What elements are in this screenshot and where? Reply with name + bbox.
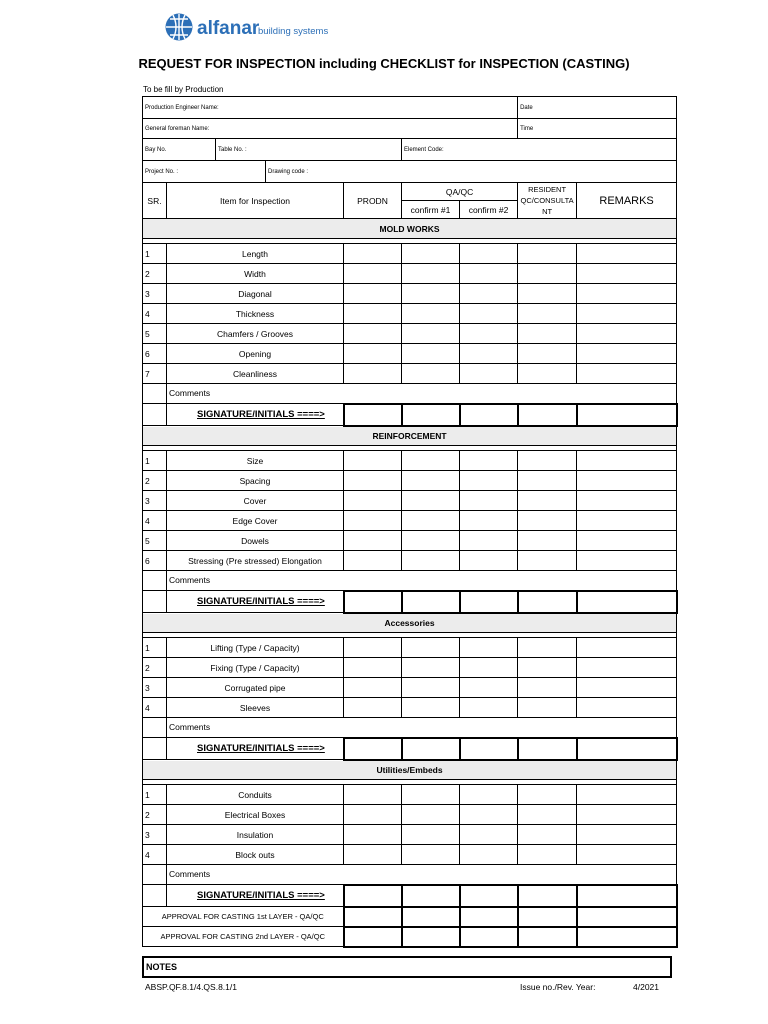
confirm2-cell[interactable] [460, 344, 518, 364]
row-item-label: Stressing (Pre stressed) Elongation [167, 551, 344, 571]
row-item-label: Cover [167, 491, 344, 511]
confirm1-cell[interactable] [402, 471, 460, 491]
table-row [143, 531, 677, 551]
confirm1-cell[interactable] [402, 284, 460, 304]
globe-icon [164, 12, 194, 42]
signature-label: SIGNATURE/INITIALS ====> [167, 885, 344, 907]
prodn-cell[interactable] [344, 451, 402, 471]
confirm1-cell[interactable] [402, 511, 460, 531]
comments-gutter [143, 865, 167, 885]
row-item-label: Thickness [167, 304, 344, 324]
confirm2-cell[interactable] [460, 698, 518, 718]
confirm1-cell[interactable] [402, 491, 460, 511]
prodn-cell[interactable] [344, 344, 402, 364]
approval-layer-2-label: APPROVAL FOR CASTING 2nd LAYER - QA/QC [143, 927, 344, 947]
prodn-cell[interactable] [344, 471, 402, 491]
logo-wordmark: alfanar [197, 18, 260, 39]
remarks-cell[interactable] [577, 825, 677, 845]
prodn-cell[interactable] [344, 531, 402, 551]
section-header-mold: MOLD WORKS [143, 219, 677, 239]
row-item-label: Width [167, 264, 344, 284]
remarks-cell[interactable] [577, 264, 677, 284]
confirm2-cell[interactable] [460, 324, 518, 344]
resident-cell[interactable] [518, 785, 577, 805]
prodn-cell[interactable] [344, 698, 402, 718]
resident-cell[interactable] [518, 825, 577, 845]
row-item-label: Spacing [167, 471, 344, 491]
row-sr: 2 [143, 264, 167, 284]
table-row [143, 551, 677, 571]
table-row [143, 491, 677, 511]
row-sr: 2 [143, 658, 167, 678]
comments-gutter [143, 384, 167, 404]
approval-confirm1-box[interactable] [402, 907, 460, 927]
sig-confirm2-box[interactable] [460, 738, 518, 760]
remarks-cell[interactable] [577, 785, 677, 805]
row-item-label: Conduits [167, 785, 344, 805]
sig-resident-box[interactable] [518, 404, 577, 426]
row-sr: 6 [143, 551, 167, 571]
col-header-confirm1: confirm #1 [402, 201, 460, 219]
approval-resident-box[interactable] [518, 907, 577, 927]
table-row [143, 364, 677, 384]
confirm1-cell[interactable] [402, 698, 460, 718]
row-sr: 4 [143, 845, 167, 865]
remarks-cell[interactable] [577, 678, 677, 698]
approval-remarks-box[interactable] [577, 927, 677, 947]
remarks-cell[interactable] [577, 658, 677, 678]
remarks-cell[interactable] [577, 698, 677, 718]
signature-label: SIGNATURE/INITIALS ====> [167, 404, 344, 426]
remarks-cell[interactable] [577, 531, 677, 551]
sig-prodn-box[interactable] [344, 738, 402, 760]
resident-cell[interactable] [518, 324, 577, 344]
row-sr: 1 [143, 638, 167, 658]
comments-field[interactable]: Comments [167, 571, 677, 591]
sig-remarks-box[interactable] [577, 885, 677, 907]
table-row [143, 658, 677, 678]
table-row [143, 244, 677, 264]
remarks-cell[interactable] [577, 638, 677, 658]
prodn-cell[interactable] [344, 845, 402, 865]
row-item-label: Cleanliness [167, 364, 344, 384]
row-sr: 1 [143, 451, 167, 471]
resident-line-2: QC/CONSULTA [520, 196, 574, 205]
confirm2-cell[interactable] [460, 264, 518, 284]
remarks-cell[interactable] [577, 805, 677, 825]
remarks-cell[interactable] [577, 451, 677, 471]
resident-cell[interactable] [518, 638, 577, 658]
table-row [143, 451, 677, 471]
resident-cell[interactable] [518, 364, 577, 384]
confirm1-cell[interactable] [402, 264, 460, 284]
row-item-label: Sleeves [167, 698, 344, 718]
table-row [143, 698, 677, 718]
row-item-label: Chamfers / Grooves [167, 324, 344, 344]
remarks-cell[interactable] [577, 284, 677, 304]
table-no-field[interactable]: Table No. : [216, 139, 402, 161]
issue-value: 4/2021 [633, 982, 659, 992]
confirm1-cell[interactable] [402, 805, 460, 825]
row-item-label: Diagonal [167, 284, 344, 304]
resident-line-3: NT [542, 207, 553, 216]
confirm2-cell[interactable] [460, 364, 518, 384]
row-item-label: Length [167, 244, 344, 264]
confirm2-cell[interactable] [460, 805, 518, 825]
prodn-cell[interactable] [344, 284, 402, 304]
resident-cell[interactable] [518, 451, 577, 471]
confirm1-cell[interactable] [402, 451, 460, 471]
confirm1-cell[interactable] [402, 785, 460, 805]
notes-label: NOTES [146, 962, 178, 972]
col-header-prodn: PRODN [344, 183, 402, 219]
row-sr: 2 [143, 471, 167, 491]
sig-confirm1-box[interactable] [402, 591, 460, 613]
remarks-cell[interactable] [577, 364, 677, 384]
confirm2-cell[interactable] [460, 451, 518, 471]
project-no-field[interactable]: Project No. : [143, 161, 266, 183]
confirm1-cell[interactable] [402, 658, 460, 678]
confirm2-cell[interactable] [460, 471, 518, 491]
confirm1-cell[interactable] [402, 244, 460, 264]
inspection-table [142, 96, 678, 948]
signature-gutter [143, 404, 167, 426]
confirm1-cell[interactable] [402, 825, 460, 845]
resident-cell[interactable] [518, 511, 577, 531]
company-logo [164, 12, 384, 46]
table-row [143, 678, 677, 698]
resident-cell[interactable] [518, 551, 577, 571]
resident-cell[interactable] [518, 304, 577, 324]
row-item-label: Lifting (Type / Capacity) [167, 638, 344, 658]
row-item-label: Dowels [167, 531, 344, 551]
bay-no-field[interactable]: Bay No. [143, 139, 216, 161]
table-row [143, 638, 677, 658]
production-engineer-field[interactable]: Production Engineer Name: [143, 97, 518, 119]
confirm1-cell[interactable] [402, 531, 460, 551]
col-header-item: Item for Inspection [167, 183, 344, 219]
prodn-cell[interactable] [344, 244, 402, 264]
table-row [143, 805, 677, 825]
table-row [143, 845, 677, 865]
prodn-cell[interactable] [344, 551, 402, 571]
sig-confirm2-box[interactable] [460, 404, 518, 426]
prodn-cell[interactable] [344, 805, 402, 825]
confirm1-cell[interactable] [402, 678, 460, 698]
row-sr: 3 [143, 825, 167, 845]
row-item-label: Opening [167, 344, 344, 364]
table-row [143, 344, 677, 364]
table-row [143, 324, 677, 344]
col-header-remarks: REMARKS [577, 183, 677, 219]
resident-cell[interactable] [518, 845, 577, 865]
general-foreman-field[interactable]: General foreman Name: [143, 119, 518, 139]
prodn-cell[interactable] [344, 264, 402, 284]
remarks-cell[interactable] [577, 491, 677, 511]
col-header-confirm2: confirm #2 [460, 201, 518, 219]
confirm2-cell[interactable] [460, 638, 518, 658]
approval-layer-1-label: APPROVAL FOR CASTING 1st LAYER - QA/QC [143, 907, 344, 927]
doc-code: ABSP.QF.8.1/4.QS.8.1/1 [145, 982, 237, 992]
issue-label: Issue no./Rev. Year: [520, 982, 596, 992]
prodn-cell[interactable] [344, 785, 402, 805]
prodn-cell[interactable] [344, 364, 402, 384]
sig-confirm2-box[interactable] [460, 885, 518, 907]
sig-remarks-box[interactable] [577, 591, 677, 613]
row-item-label: Insulation [167, 825, 344, 845]
resident-cell[interactable] [518, 491, 577, 511]
confirm1-cell[interactable] [402, 304, 460, 324]
table-row [143, 284, 677, 304]
resident-cell[interactable] [518, 531, 577, 551]
sig-prodn-box[interactable] [344, 591, 402, 613]
table-row [143, 785, 677, 805]
remarks-cell[interactable] [577, 304, 677, 324]
comments-field[interactable]: Comments [167, 384, 677, 404]
section-header-reinforcement: REINFORCEMENT [143, 426, 677, 446]
time-field[interactable]: Time [518, 119, 677, 139]
sig-resident-box[interactable] [518, 738, 577, 760]
section-header-accessories: Accessories [143, 613, 677, 633]
remarks-cell[interactable] [577, 511, 677, 531]
sig-confirm2-box[interactable] [460, 591, 518, 613]
confirm2-cell[interactable] [460, 304, 518, 324]
resident-cell[interactable] [518, 244, 577, 264]
approval-confirm1-box[interactable] [402, 927, 460, 947]
row-sr: 3 [143, 678, 167, 698]
comments-gutter [143, 718, 167, 738]
row-item-label: Fixing (Type / Capacity) [167, 658, 344, 678]
sig-confirm1-box[interactable] [402, 404, 460, 426]
fill-note: To be fill by Production [143, 85, 224, 94]
resident-cell[interactable] [518, 805, 577, 825]
prodn-cell[interactable] [344, 491, 402, 511]
approval-prodn-box[interactable] [344, 927, 402, 947]
col-header-sr: SR. [143, 183, 167, 219]
signature-label: SIGNATURE/INITIALS ====> [167, 591, 344, 613]
remarks-cell[interactable] [577, 244, 677, 264]
row-sr: 5 [143, 324, 167, 344]
row-sr: 4 [143, 511, 167, 531]
confirm1-cell[interactable] [402, 364, 460, 384]
row-sr: 1 [143, 785, 167, 805]
sig-confirm1-box[interactable] [402, 738, 460, 760]
sig-resident-box[interactable] [518, 591, 577, 613]
row-sr: 4 [143, 304, 167, 324]
sig-prodn-box[interactable] [344, 404, 402, 426]
comments-field[interactable]: Comments [167, 718, 677, 738]
confirm2-cell[interactable] [460, 678, 518, 698]
resident-line-1: RESIDENT [528, 185, 567, 194]
prodn-cell[interactable] [344, 825, 402, 845]
col-header-qaqc: QA/QC [402, 183, 518, 201]
resident-cell[interactable] [518, 264, 577, 284]
remarks-cell[interactable] [577, 324, 677, 344]
confirm2-cell[interactable] [460, 551, 518, 571]
approval-remarks-box[interactable] [577, 907, 677, 927]
sig-confirm1-box[interactable] [402, 885, 460, 907]
comments-field[interactable]: Comments [167, 865, 677, 885]
confirm2-cell[interactable] [460, 244, 518, 264]
row-sr: 2 [143, 805, 167, 825]
prodn-cell[interactable] [344, 511, 402, 531]
confirm1-cell[interactable] [402, 551, 460, 571]
remarks-cell[interactable] [577, 471, 677, 491]
table-row [143, 304, 677, 324]
confirm1-cell[interactable] [402, 324, 460, 344]
resident-cell[interactable] [518, 284, 577, 304]
comments-gutter [143, 571, 167, 591]
signature-label: SIGNATURE/INITIALS ====> [167, 738, 344, 760]
approval-confirm2-box[interactable] [460, 927, 518, 947]
table-row [143, 471, 677, 491]
confirm2-cell[interactable] [460, 845, 518, 865]
table-row [143, 825, 677, 845]
resident-cell[interactable] [518, 698, 577, 718]
element-code-field[interactable]: Element Code: [402, 139, 677, 161]
section-header-utilities: Utilities/Embeds [143, 760, 677, 780]
row-sr: 7 [143, 364, 167, 384]
approval-confirm2-box[interactable] [460, 907, 518, 927]
approval-resident-box[interactable] [518, 927, 577, 947]
sig-resident-box[interactable] [518, 885, 577, 907]
signature-gutter [143, 738, 167, 760]
confirm2-cell[interactable] [460, 491, 518, 511]
table-row [143, 511, 677, 531]
confirm2-cell[interactable] [460, 825, 518, 845]
remarks-cell[interactable] [577, 551, 677, 571]
signature-gutter [143, 885, 167, 907]
confirm1-cell[interactable] [402, 845, 460, 865]
row-item-label: Block outs [167, 845, 344, 865]
logo-subtitle: building systems [258, 26, 329, 37]
row-sr: 6 [143, 344, 167, 364]
col-header-resident [518, 183, 577, 219]
row-sr: 4 [143, 698, 167, 718]
confirm2-cell[interactable] [460, 531, 518, 551]
drawing-code-field[interactable]: Drawing code : [266, 161, 677, 183]
form-title: REQUEST FOR INSPECTION including CHECKLIST for INSPECTION (CASTING) [138, 56, 630, 71]
row-item-label: Size [167, 451, 344, 471]
approval-prodn-box[interactable] [344, 907, 402, 927]
table-row [143, 264, 677, 284]
sig-prodn-box[interactable] [344, 885, 402, 907]
row-sr: 5 [143, 531, 167, 551]
prodn-cell[interactable] [344, 658, 402, 678]
remarks-cell[interactable] [577, 845, 677, 865]
confirm1-cell[interactable] [402, 638, 460, 658]
signature-gutter [143, 591, 167, 613]
sig-remarks-box[interactable] [577, 404, 677, 426]
row-item-label: Electrical Boxes [167, 805, 344, 825]
row-item-label: Edge Cover [167, 511, 344, 531]
row-sr: 3 [143, 284, 167, 304]
row-sr: 3 [143, 491, 167, 511]
confirm1-cell[interactable] [402, 344, 460, 364]
confirm2-cell[interactable] [460, 284, 518, 304]
notes-box[interactable] [142, 956, 672, 978]
row-item-label: Corrugated pipe [167, 678, 344, 698]
prodn-cell[interactable] [344, 678, 402, 698]
confirm2-cell[interactable] [460, 511, 518, 531]
resident-cell[interactable] [518, 471, 577, 491]
sig-remarks-box[interactable] [577, 738, 677, 760]
row-sr: 1 [143, 244, 167, 264]
prodn-cell[interactable] [344, 638, 402, 658]
remarks-cell[interactable] [577, 344, 677, 364]
date-field[interactable]: Date [518, 97, 677, 119]
resident-cell[interactable] [518, 344, 577, 364]
resident-cell[interactable] [518, 678, 577, 698]
prodn-cell[interactable] [344, 304, 402, 324]
prodn-cell[interactable] [344, 324, 402, 344]
confirm2-cell[interactable] [460, 658, 518, 678]
confirm2-cell[interactable] [460, 785, 518, 805]
resident-cell[interactable] [518, 658, 577, 678]
